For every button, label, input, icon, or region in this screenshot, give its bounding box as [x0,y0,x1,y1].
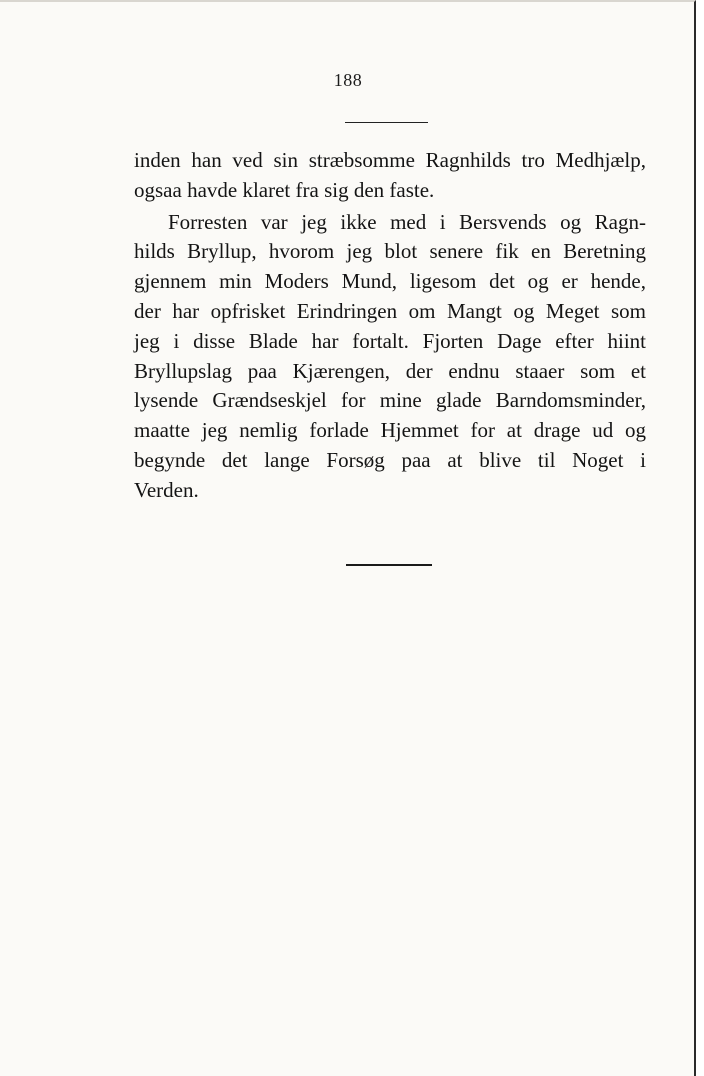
text-line: jeg i disse Blade har fortalt. Fjorten Dage efter hiint [134,328,646,353]
header-rule [345,122,428,123]
text-line: hilds Bryllup, hvorom jeg blot senere fik en Beretning [134,239,646,264]
end-rule [346,564,432,566]
text-line: Forresten var jeg ikke med i Bersvends og Ragn- [168,209,646,234]
paragraph [134,208,646,506]
paragraph [134,146,646,206]
body-text [134,146,646,506]
text-line: Verden. [134,477,199,502]
text-line: gjennem min Moders Mund, ligesom det og er hende, [134,269,646,294]
text-line: inden han ved sin stræbsomme Ragnhilds tro Medhjælp, [134,148,646,172]
text-line: maatte jeg nemlig forlade Hjemmet for at drage ud og [134,418,646,443]
page-number: 188 [333,70,363,90]
text-line: begynde det lange Forsøg paa at blive til Noget i [134,447,646,472]
text-line: der har opfrisket Erindringen om Mangt og Meget som [134,298,646,323]
text-line: Bryllupslag paa Kjærengen, der endnu staaer som et [134,358,646,383]
text-line: ogsaa havde klaret fra sig den faste. [134,177,435,202]
text-line: lysende Grændseskjel for mine glade Barndomsminder, [134,388,646,413]
page-edge [696,0,704,1076]
